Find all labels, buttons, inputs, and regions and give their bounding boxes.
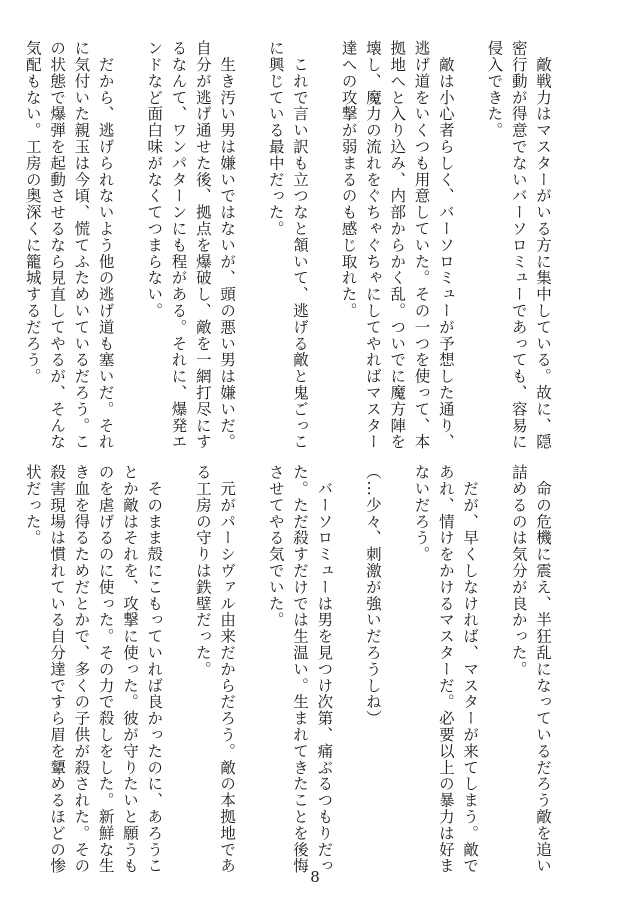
paragraph: これで言い訳も立つなと頷いて、逃げる敵と鬼ごっこ に興じている最中だった。: [266, 40, 310, 450]
paragraph: 敵戦力はマスターがいる方に集中している。故に、隠 密行動が得意でないバーソロミューであっても、容易に 侵入できた。: [485, 40, 552, 450]
paragraph: 元がパーシヴァル由来だからだろう。敵の本拠地であ る工房の守りは鉄壁だった。: [193, 464, 237, 874]
paragraph: 敵は小心者らしく、バーソロミューが予想した通り、 逃げ道をいくつも用意していた。その一つを使って、本 拠地へと入り込み、内部からかく乱。ついでに魔方陣を 壊し、魔力の流れをぐちゃぐちゃにしてやればマスター 達への攻撃が弱まるのも感じ取れた。: [339, 40, 455, 450]
paragraph: 命の危機に震え、半狂乱になっているだろう敵を追い 詰めるのは気分が良かった。: [509, 464, 552, 874]
paragraph: バーソロミューは男を見つけ次第、痛ぶるつもりだっ た。ただ殺すだけでは生温い。生まれてきたことを後悔 させてやる気でいた。: [266, 464, 334, 874]
upper-text-tier: [23, 40, 555, 450]
blank-line: [385, 464, 409, 822]
paragraph: 生き汚い男は嫌いではないが、頭の悪い男は嫌いだ。 自分が逃げ通せた後、拠点を爆破し、敵を一網打尽にす るなんて、ワンパターンにも程がある。それに、爆発エ ンドなど面白味がなくてつまらない。: [145, 40, 237, 450]
paragraph: そのまま殻にこもっていれば良かったのに、あろうこ とか敵はそれを、攻撃に使った。彼が守りたいと願うも のを虐げるのに使った。その力で殺しをした。新鮮な生 き血を得るためだとかで、多くの子供が殺された。その 殺害現場は慣れている自分達ですら眉を顰めるほどの惨 状だった。: [23, 464, 164, 874]
blank-line: [166, 464, 190, 822]
blank-line: [312, 40, 336, 398]
lower-text-tier: [23, 464, 555, 874]
blank-line: [239, 464, 263, 822]
blank-line: [336, 464, 360, 822]
page-number: 8: [310, 868, 320, 886]
blank-line: [118, 40, 142, 398]
paragraph: （…少々、刺激が強いだろうしね）: [363, 464, 382, 727]
blank-line: [0, 464, 20, 822]
blank-line: [482, 464, 506, 822]
paragraph: だが、早くしなければ、マスターが来てしまう。敵で あれ、情けをかけるマスターだ。必要以上の暴力は好ま ないだろう。: [412, 464, 480, 874]
blank-line: [458, 40, 482, 398]
blank-line: [239, 40, 263, 398]
paragraph: だから、逃げられないよう他の逃げ道も塞いだ。それ に気付いた親玉は今頃、慌てふためいているだろう。こ の状態で爆弾を起動させるなら見直してやるが、そんな 気配もない。工房の奥深くに籠城するだろう。: [23, 40, 115, 450]
